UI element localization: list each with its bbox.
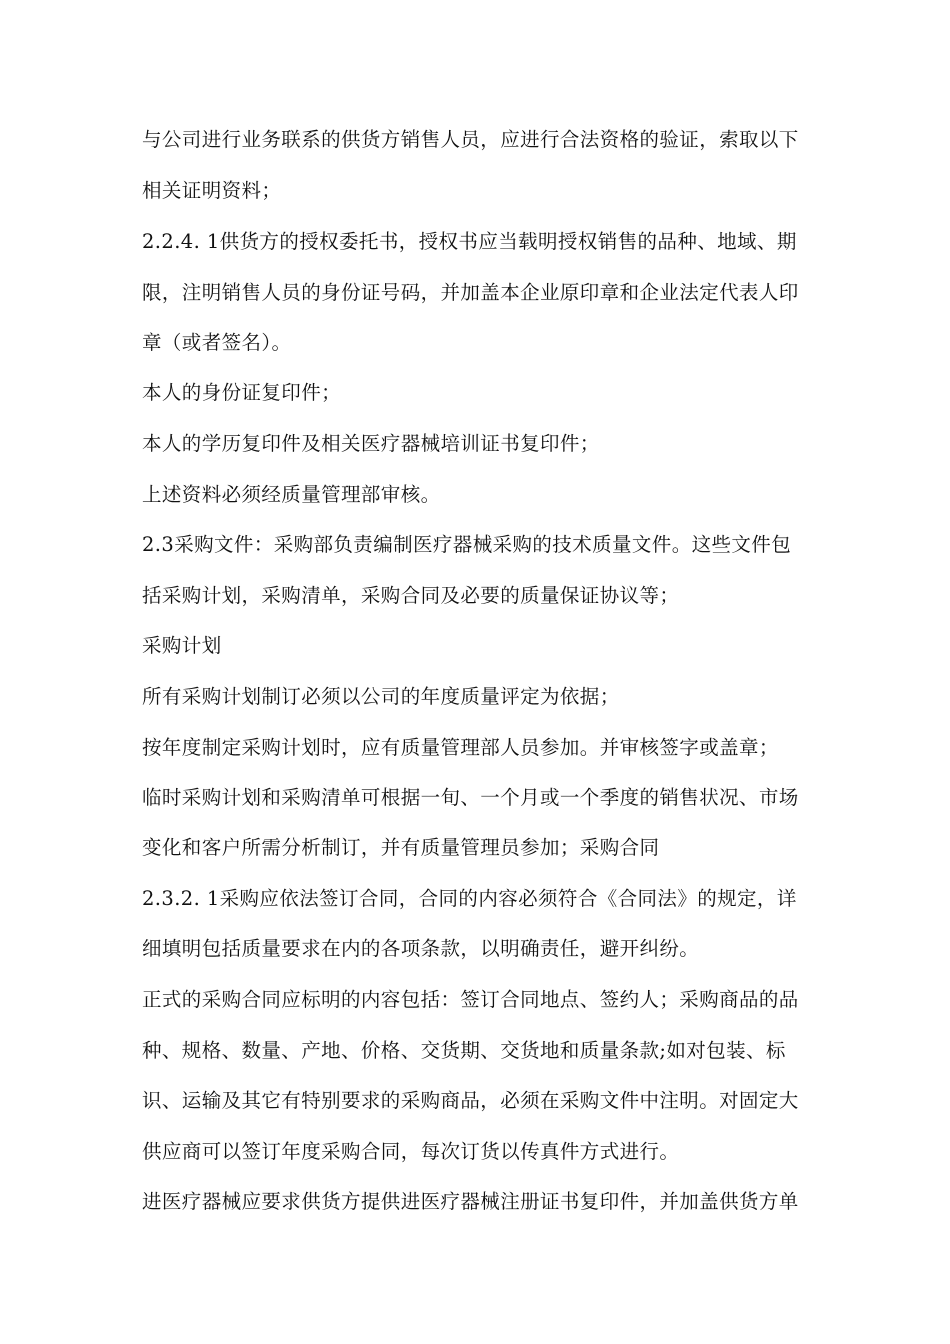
text-line-17: 细填明包括质量要求在内的各项条款，以明确责任，避开纠纷。: [142, 937, 700, 960]
text-line-4: 限，注明销售人员的身份证号码，并加盖本企业原印章和企业法定代表人印: [142, 281, 799, 304]
text-line-6: 本人的身份证复印件；: [142, 381, 342, 404]
text-line-5: 章（或者签名）。: [142, 331, 292, 354]
text-line-21: 供应商可以签订年度采购合同，每次订货以传真件方式进行。: [142, 1140, 680, 1163]
text-line-14: 临时采购计划和采购清单可根据一旬、一个月或一个季度的销售状况、市场: [142, 786, 799, 809]
text-line-2: 相关证明资料；: [142, 179, 282, 202]
text-line-12: 所有采购计划制订必须以公司的年度质量评定为依据；: [142, 685, 620, 708]
text-line-7: 本人的学历复印件及相关医疗器械培训证书复印件；: [142, 432, 600, 455]
text-line-3: 2.2.4. 1供货方的授权委托书，授权书应当载明授权销售的品种、地域、期: [142, 230, 797, 253]
text-line-10: 括采购计划，采购清单，采购合同及必要的质量保证协议等；: [142, 584, 680, 607]
text-line-22: 进医疗器械应要求供货方提供进医疗器械注册证书复印件，并加盖供货方单: [142, 1190, 799, 1213]
text-line-18: 正式的采购合同应标明的内容包括：签订合同地点、签约人；采购商品的品: [142, 988, 799, 1011]
text-line-13: 按年度制定采购计划时，应有质量管理部人员参加。并审核签字或盖章；: [142, 736, 779, 759]
text-line-8: 上述资料必须经质量管理部审核。: [142, 483, 441, 506]
text-line-15: 变化和客户所需分析制订，并有质量管理员参加；采购合同: [142, 836, 660, 859]
text-line-20: 识、运输及其它有特别要求的采购商品，必须在采购文件中注明。对固定大: [142, 1089, 799, 1112]
text-line-9: 2.3采购文件：采购部负责编制医疗器械采购的技术质量文件。这些文件包: [142, 533, 792, 556]
text-line-19: 种、规格、数量、产地、价格、交货期、交货地和质量条款;如对包装、标: [142, 1039, 786, 1062]
text-line-16: 2.3.2. 1采购应依法签订合同，合同的内容必须符合《合同法》的规定，详: [142, 887, 797, 910]
text-line-1: 与公司进行业务联系的供货方销售人员，应进行合法资格的验证，索取以下: [142, 128, 799, 151]
text-line-11: 采购计划: [142, 634, 222, 657]
